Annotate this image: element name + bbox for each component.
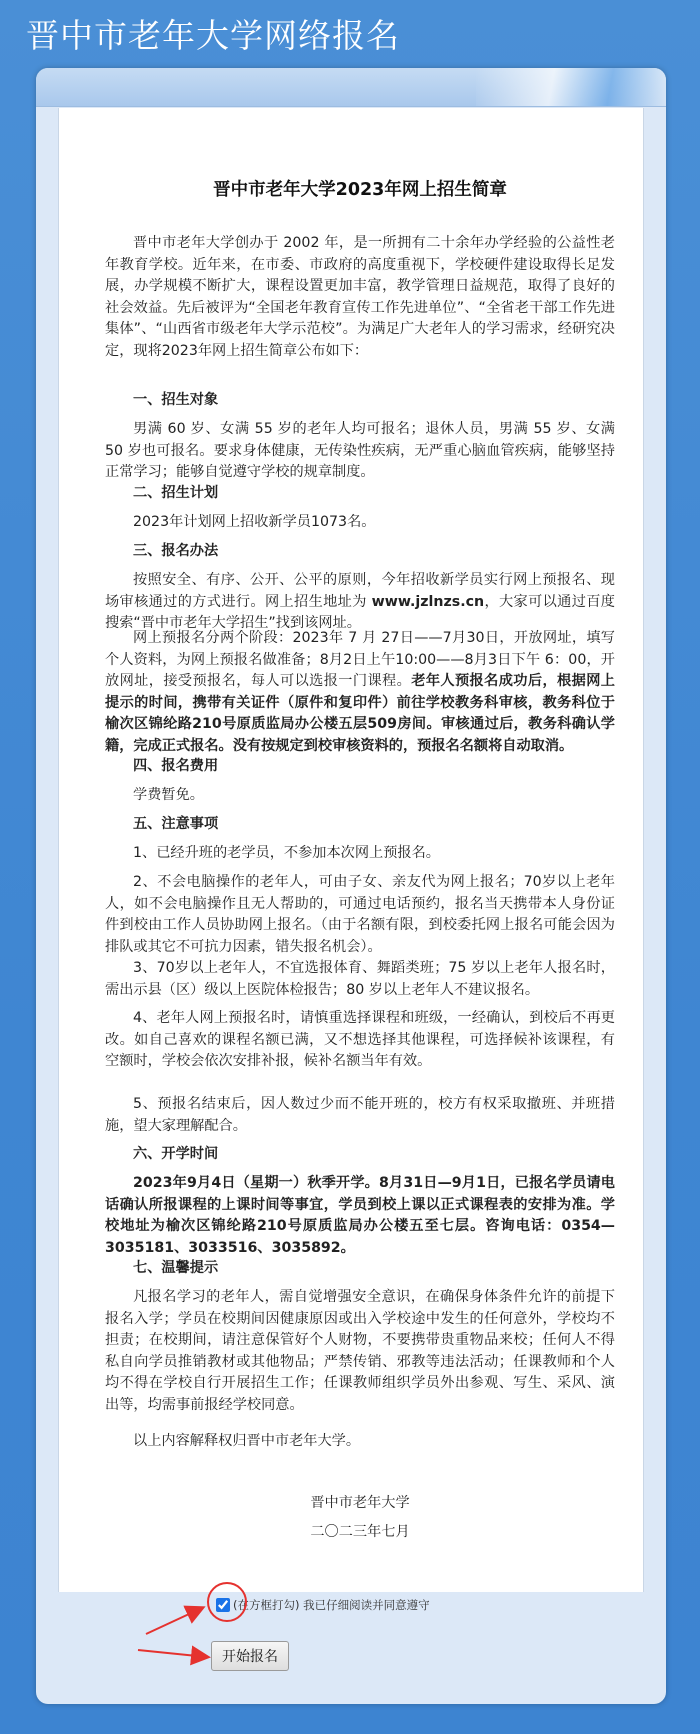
section-3-text-b: ，大家可以通过百度搜索“晋中市老年大学招生”找到该网址。 <box>105 593 615 631</box>
section-3-title: 三、报名办法 <box>133 543 219 559</box>
rights-statement: 以上内容解释权归晋中市老年大学。 <box>133 1433 361 1449</box>
section-3-p2-a: 网上预报名分两个阶段：2023年 7 月 27日——7月30日，开放网址，填写个人资料，为网上预报名做准备；8月2日上午10:00——8月3日下午 6：00，开放网址，接受预报名，每人可以选报一门课程。 <box>105 630 615 689</box>
start-signup-button[interactable]: 开始报名 <box>211 1641 289 1671</box>
section-2-title: 二、招生计划 <box>133 485 219 501</box>
signature: 晋中市老年大学 <box>310 1495 410 1511</box>
signup-url: www.jzlnzs.cn <box>371 593 485 610</box>
section-1-text: 男满 60 岁、女满 55 岁的老年人均可报名；退休人员，男满 55 岁、女满 50 岁也可报名。要求身体健康，无传染性疾病，无严重心脑血管疾病，能够坚持正常学习；能够自觉遵守学校的规章制度。 <box>105 421 615 480</box>
section-5-item-4: 4、老年人网上预报名时，请慎重选择课程和班级，一经确认，到校后不再更改。如自己喜欢的课程名额已满，又不想选择其他课程，可选择候补该课程，有空额时，学校会依次安排补报，候补名额当年有效。 <box>105 1010 615 1069</box>
intro-paragraph: 晋中市老年大学创办于 2002 年，是一所拥有二十余年办学经验的公益性老年教育学校。近年来，在市委、市政府的高度重视下，学校硬件建设取得长足发展，办学规模不断扩大，课程设置更加丰富，教学管理日益规范，取得了良好的社会效益。先后被评为“全国老年教育宣传工作先进单位”、“全省老干部工作先进集体”、“山西省市级老年大学示范校”。为满足广大老年人的学习需求，经研究决定，现将2023年网上招生简章公布如下： <box>105 235 615 359</box>
section-5-item-1: 1、已经升班的老学员，不参加本次网上预报名。 <box>133 845 440 861</box>
section-3-p2-bold: 老年人预报名成功后，根据网上提示的时间，携带有关证件（原件和复印件）前往学校教务科审核，教务科位于榆次区锦纶路210号原质监局办公楼五层509房间。审核通过后，教务科确认学籍，完成正式报名。没有按规定到校审核资料的，预报名名额将自动取消。 <box>105 673 615 754</box>
agree-label[interactable]: (在方框打勾) 我已仔细阅读并同意遵守 <box>233 1598 430 1612</box>
section-2-text: 2023年计划网上招收新学员1073名。 <box>133 514 376 530</box>
section-5-title: 五、注意事项 <box>133 816 219 832</box>
section-5-item-3: 3、70岁以上老年人，不宜选报体育、舞蹈类班；75 岁以上老年人报名时，需出示县（区）级以上医院体检报告；80 岁以上老年人不建议报名。 <box>105 960 615 998</box>
signature-date: 二〇二三年七月 <box>310 1524 410 1540</box>
section-1-title: 一、招生对象 <box>133 392 219 408</box>
section-7-text: 凡报名学习的老年人，需自觉增强安全意识，在确保身体条件允许的前提下报名入学；学员在校期间因健康原因或出入学校途中发生的任何意外，学校均不担责；在校期间，请注意保管好个人财物，不要携带贵重物品来校；任何人不得私自向学员推销教材或其他物品；严禁传销、邪教等违法活动；任课教师和个人均不得在学校自行开展招生工作；任课教师组织学员外出参观、写生、采风、演出等，均需事前报经学校同意。 <box>105 1289 615 1413</box>
site-title: 晋中市老年大学网络报名 <box>26 16 400 55</box>
section-5-item-2: 2、不会电脑操作的老年人，可由子女、亲友代为网上报名；70岁以上老年人，如不会电脑操作且无人帮助的，可通过电话预约，报名当天携带本人身份证件到校由工作人员协助网上报名。（由于名额有限，到校委托网上报名可能会因为排队或其它不可抗力因素，错失报名机会）。 <box>105 874 615 955</box>
section-4-text: 学费暂免。 <box>133 787 204 803</box>
arrow-to-checkbox <box>146 1608 202 1634</box>
section-3-text-a: 按照安全、有序、公开、公平的原则，今年招收新学员实行网上预报名、现场审核通过的方式进行。网上招生地址为 <box>105 572 615 610</box>
section-5-item-5: 5、预报名结束后，因人数过少而不能开班的，校方有权采取撤班、并班措施，望大家理解配合。 <box>105 1096 615 1134</box>
section-4-title: 四、报名费用 <box>133 758 219 774</box>
section-7-title: 七、温馨提示 <box>133 1260 219 1276</box>
arrow-to-button <box>138 1650 207 1657</box>
section-6-text: 2023年9月4日（星期一）秋季开学。8月31日—9月1日，已报名学员请电话确认所报课程的上课时间等事宜，学员到校上课以正式课程表的安排为准。学校地址为榆次区锦纶路210号原质监局办公楼五至七层。咨询电话：0354—3035181、3033516、3035892。 <box>105 1175 615 1256</box>
document-title: 晋中市老年大学2023年网上招生简章 <box>213 180 507 200</box>
section-6-title: 六、开学时间 <box>133 1146 219 1162</box>
